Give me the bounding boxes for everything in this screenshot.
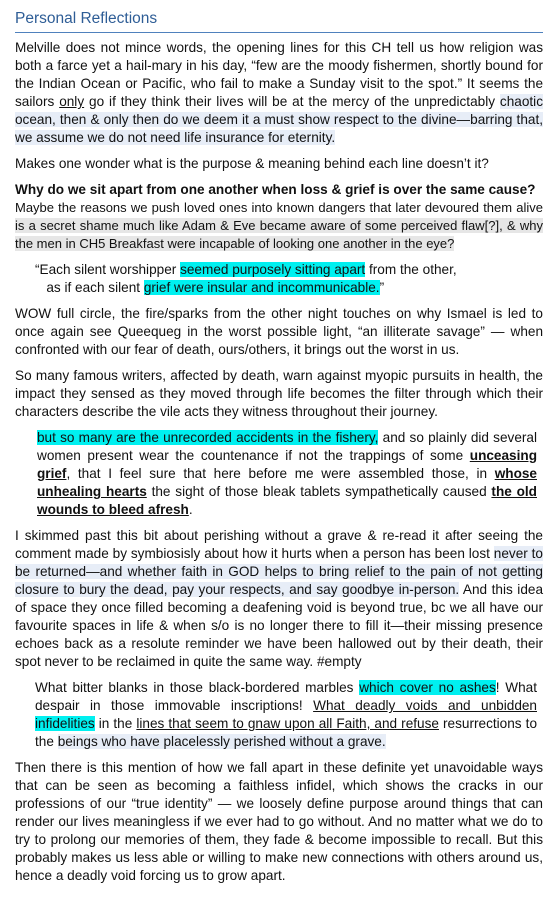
- text-run: from the other,: [365, 262, 457, 277]
- bold-underline: the old wounds to bleed afresh: [37, 484, 537, 517]
- quote-fishery: [37, 429, 537, 519]
- highlight: grief were insular and incommunicable.: [143, 280, 380, 295]
- text-run: as if each silent: [46, 280, 144, 295]
- paragraph-writers: So many famous writers, affected by death, warn against myopic pursuits in health, the impact they sensed as they moved through life becomes the filter through which their characters describe the vile acts they witness throughout their journey.: [15, 368, 543, 419]
- highlight: which cover no ashes: [359, 680, 496, 695]
- paragraph-full-circle: WOW full circle, the fire/sparks from the other night touches on why Ismael is led to once again see Queequeg in the worst possible light, “an illiterate savage” — when confronted with our fear of death, ours/others, it brings out the worst in us.: [15, 306, 543, 357]
- text-run: go if they think their lives will be at the mercy of the unpredictably: [84, 94, 500, 109]
- text-run: ”: [379, 280, 385, 295]
- text-run: , that I feel sure that here before me were assembled those, in: [66, 466, 495, 481]
- paragraph-opening: [15, 39, 543, 147]
- text-run: “Each silent worshipper: [35, 262, 181, 277]
- quote-marbles: [35, 679, 537, 751]
- text-run: the sight of those bleak tablets sympathetically caused: [146, 484, 492, 499]
- bold-question: Why do we sit apart from one another when loss & grief is over the same cause?: [15, 182, 536, 197]
- underlined-word: only: [59, 94, 85, 109]
- text-run: resurrections to the: [35, 716, 538, 749]
- underlined-text: What deadly voids and unbidden: [313, 698, 537, 713]
- shaded-text: chaotic ocean, then & only then do we deem it a must show respect to the divine—: [15, 94, 543, 127]
- page-title: Personal Reflections: [15, 0, 543, 33]
- paragraph-closing: Then there is this mention of how we fall apart in these definite yet unavoidable ways that can be seen as becoming a faithless infidel, which shows the cracks in our professions of our “true identity” — we loosely define purpose around things that can render our lives meaningless if we ever had to go without. And no matter what we do to try to prolong our memories of them, they fade & become impossible to recall. But this probably makes us less able or willing to make new connections with others around us, hence a deadly void forcing us to grow apart.: [15, 760, 543, 883]
- text-run: What bitter blanks in those black-bordered marbles: [35, 680, 360, 695]
- shaded-text: never to be returned—and whether faith in GOD helps to bring relief to the pain of not getting closure to bury the dead, pay your respects, and say goodbye in-person.: [15, 546, 543, 597]
- highlight: seemed purposely sitting apart: [180, 262, 366, 277]
- text-run: I skimmed past this bit about perishing without a grave & re-read it after seeing the comment made by symbiosisly about how it hurts when a person has been lost: [15, 528, 543, 561]
- paragraph-shame: [15, 199, 543, 253]
- paragraph-question: Makes one wonder what is the purpose & meaning behind each line doesn’t it?: [15, 156, 489, 171]
- text-run: and so plainly did several women present wear the countenance if not the trappings of some: [37, 430, 538, 463]
- bold-underline: unceasing grief: [37, 448, 537, 481]
- text-run: Melville does not mince words, the opening lines for this CH tell us how religion was both a farce yet a hail-mary in his day, “few are the moody fishermen, shortly bound for the Indian Ocean or Pacific, who fail to make a Sunday visit to the spot.” It seems the sailors: [15, 40, 543, 109]
- shaded-text: is a secret shame much like Adam & Eve became aware of some perceived flaw[?], & why the men in CH5 Breakfast were incapable of looking one another in the eye?: [15, 218, 543, 251]
- text-run: And this idea of space they once filled becoming a deafening void is beyond true, bc we all have our favourite spaces in life & when s/o is no longer there to fill it—their missing presence echoes back as a resolute reminder we have been hallowed out by their death, their spot never to be reclaimed in quite the same way. #empty: [15, 582, 543, 669]
- highlight: infidelities: [35, 716, 95, 731]
- text-run: in the: [94, 716, 137, 731]
- text-run: Maybe the reasons we push loved ones into known dangers that later devoured them alive: [15, 200, 543, 215]
- text-run: .: [188, 502, 193, 517]
- bold-underline: whose unhealing hearts: [37, 466, 537, 499]
- quote-worshipper: [35, 261, 537, 297]
- highlight: but so many are the unrecorded accidents in the fishery,: [37, 430, 379, 445]
- text-run: ! What despair in those immovable inscriptions!: [35, 680, 537, 713]
- shaded-text: barring that, we assume we do not need life insurance for eternity.: [15, 112, 544, 145]
- underlined-text: lines that seem to gnaw upon all Faith, and refuse: [136, 716, 439, 731]
- shaded-text: beings who have placelessly perished without a grave.: [57, 734, 386, 749]
- paragraph-grave: [15, 527, 543, 671]
